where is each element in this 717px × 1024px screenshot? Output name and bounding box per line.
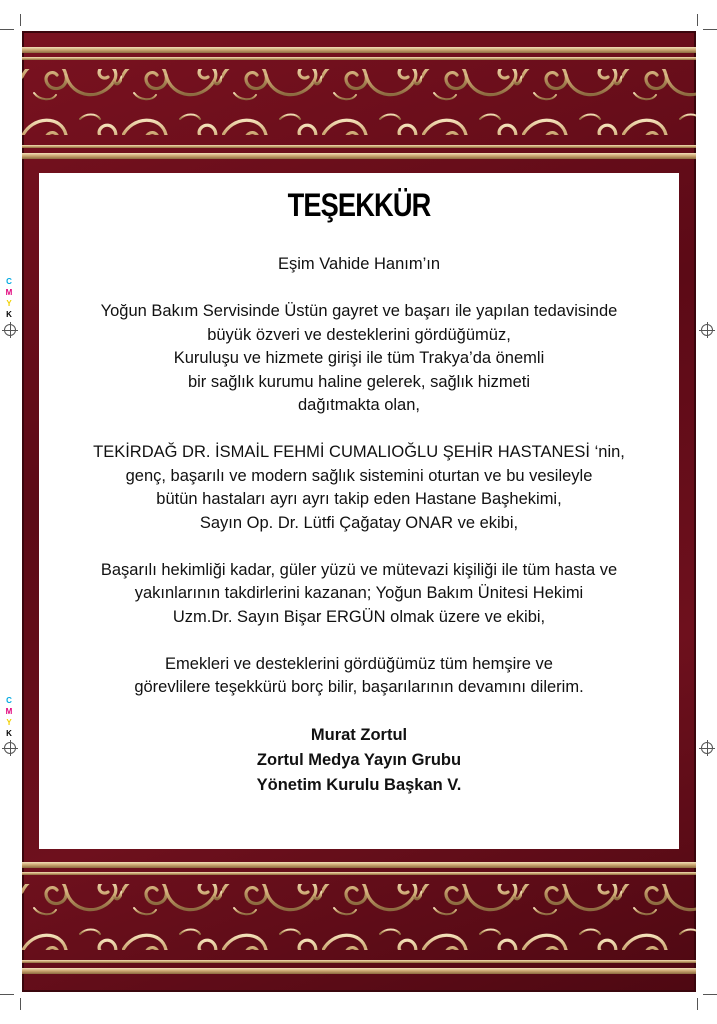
crop-mark [0,29,14,30]
paragraph-1-line: Yoğun Bakım Servisinde Üstün gayret ve başarı ile yapılan tedavisinde [100,302,618,320]
greeting: Eşim Vahide Hanım’ın [277,255,440,273]
crop-mark [703,29,717,30]
paragraph-4-line: görevlilere teşekkürü borç bilir, başarılarının devamını dilerim. [134,678,584,696]
registration-mark-icon [701,324,713,336]
cmyk-m: M [5,288,13,297]
ornament-band-bottom [22,862,696,976]
cmyk-k: K [6,729,12,738]
page-title: TEŞEKKÜR [287,187,431,223]
signature-name: Murat Zortul [310,726,408,744]
message-panel [39,173,679,849]
paragraph-3-line: Uzm.Dr. Sayın Bişar ERGÜN olmak üzere ve ekibi, [172,607,546,626]
registration-mark-icon [4,324,16,336]
paragraph-2-line: Sayın Op. Dr. Lütfi Çağatay ONAR ve ekibi, [199,513,519,532]
cmyk-k: K [6,310,12,319]
cmyk-y: Y [6,299,12,308]
registration-mark-icon [701,742,713,754]
paragraph-4-line: Emekleri ve desteklerini gördüğümüz tüm hemşire ve [165,654,553,673]
crop-mark [0,994,14,995]
paragraph-1-line: büyük özveri ve desteklerini gördüğümüz, [207,325,511,344]
cmyk-m: M [5,707,13,716]
paragraph-1-line: Kuruluşu ve hizmete girişi ile tüm Trakya’da önemli [173,349,545,367]
cmyk-mark [4,276,14,320]
paragraph-2-line: TEKİRDAĞ DR. İSMAİL FEHMİ CUMALIOĞLU ŞEHİR HASTANESİ ‘nin, [93,443,625,461]
cmyk-mark [4,695,14,739]
message-body [39,253,679,798]
crop-mark [20,14,21,26]
registration-mark-icon [4,742,16,754]
crop-mark [703,994,717,995]
signature-role: Yönetim Kurulu Başkan V. [256,776,462,794]
signature-organization: Zortul Medya Yayın Grubu [256,751,462,769]
scroll-ornament-icon [22,47,696,161]
ornament-band-top [22,47,696,161]
paragraph-1-line: bir sağlık kurumu haline gelerek, sağlık hizmeti [187,372,531,391]
paragraph-2-line: bütün hastaları ayrı ayrı takip eden Hastane Başhekimi, [156,490,562,508]
crop-mark [697,998,698,1010]
paragraph-1-line: dağıtmakta olan, [298,396,420,414]
scroll-ornament-icon [22,862,696,976]
cmyk-y: Y [6,718,12,727]
paragraph-2-line: genç, başarılı ve modern sağlık sistemini oturtan ve bu vesileyle [125,466,593,485]
paragraph-3-line: yakınlarının takdirlerini kazanan; Yoğun Bakım Ünitesi Hekimi [134,584,584,602]
cmyk-c: C [6,696,12,705]
crop-mark [20,998,21,1010]
crop-mark [697,14,698,26]
paragraph-3-line: Başarılı hekimliği kadar, güler yüzü ve mütevazi kişiliği ile tüm hasta ve [100,560,618,579]
cmyk-c: C [6,277,12,286]
